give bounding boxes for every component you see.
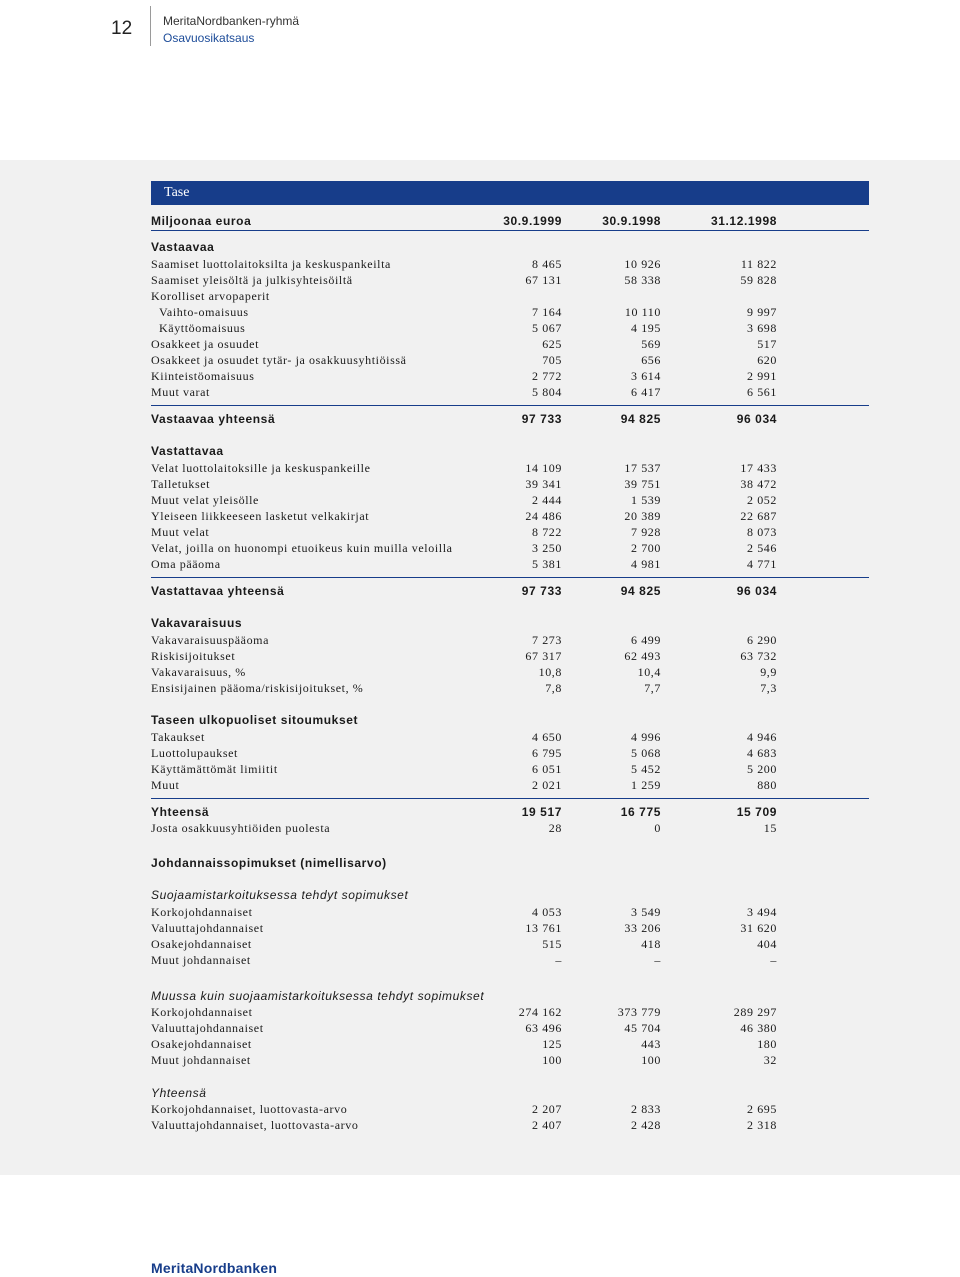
row-value-0: 67 131 (525, 273, 562, 287)
row-label: Vastattavaa (151, 444, 224, 458)
row-value-0: 8 465 (532, 257, 562, 271)
row-value-2: 7,3 (760, 681, 777, 695)
column-header-label: Miljoonaa euroa (151, 214, 252, 228)
row-value-2: 96 034 (736, 584, 777, 598)
row-value-1: 7,7 (644, 681, 661, 695)
company-name: MeritaNordbanken-ryhmä (163, 14, 300, 28)
table-row (151, 493, 777, 509)
row-value-1: – (654, 953, 661, 967)
row-label: Josta osakkuusyhtiöiden puolesta (151, 821, 331, 835)
row-label: Yhteensä (151, 1086, 207, 1100)
column-header-row (151, 214, 777, 230)
row-value-0: 39 341 (525, 477, 562, 491)
row-value-2: 38 472 (740, 477, 777, 491)
row-label: Valuuttajohdannaiset (151, 1021, 264, 1035)
row-value-1: 16 775 (620, 805, 661, 819)
table-row (151, 746, 777, 762)
row-value-1: 4 981 (631, 557, 661, 571)
row-value-1: 94 825 (620, 584, 661, 598)
row-label: Vakavaraisuus (151, 616, 243, 630)
row-value-2: 9,9 (760, 665, 777, 679)
table-row (151, 1102, 777, 1118)
row-label: Muut varat (151, 385, 210, 399)
row-value-1: 45 704 (624, 1021, 661, 1035)
row-value-2: 8 073 (747, 525, 777, 539)
row-value-0: 97 733 (521, 584, 562, 598)
row-label: Käyttöomaisuus (159, 321, 246, 335)
row-label: Muussa kuin suojaamistarkoituksessa tehdyt sopimukset (151, 989, 485, 1003)
table-row (151, 444, 777, 460)
row-value-2: 9 997 (747, 305, 777, 319)
row-value-2: 15 (763, 821, 777, 835)
row-label: Vakavaraisuus, % (151, 665, 246, 679)
section-name: Osavuosikatsaus (163, 31, 255, 45)
table-row (151, 305, 777, 321)
row-label: Takaukset (151, 730, 205, 744)
row-value-1: 33 206 (624, 921, 661, 935)
row-value-0: 515 (542, 937, 562, 951)
row-value-0: 8 722 (532, 525, 562, 539)
row-value-0: 100 (542, 1053, 562, 1067)
row-label: Vastattavaa yhteensä (151, 584, 285, 598)
row-label: Velat luottolaitoksille ja keskuspankeille (151, 461, 371, 475)
row-value-2: 4 683 (747, 746, 777, 760)
row-value-1: 2 833 (631, 1102, 661, 1116)
row-label: Osakkeet ja osuudet tytär- ja osakkuusyhtiöissä (151, 353, 407, 367)
table-row (151, 937, 777, 953)
row-value-0: 2 444 (532, 493, 562, 507)
page-header (0, 0, 960, 50)
row-label: Saamiset luottolaitoksilta ja keskuspankeilta (151, 257, 391, 271)
row-value-0: 125 (542, 1037, 562, 1051)
row-label: Talletukset (151, 477, 211, 491)
table-row (151, 240, 777, 256)
row-value-1: 94 825 (620, 412, 661, 426)
table-row (151, 1005, 777, 1021)
row-value-1: 569 (641, 337, 661, 351)
row-value-2: 11 822 (740, 257, 777, 271)
table-row (151, 730, 777, 746)
row-value-0: 2 207 (532, 1102, 562, 1116)
row-label: Yhteensä (151, 805, 210, 819)
row-value-1: 1 259 (631, 778, 661, 792)
table-title: Tase (164, 185, 190, 200)
row-value-1: 2 428 (631, 1118, 661, 1132)
row-label: Vastaavaa yhteensä (151, 412, 276, 426)
table-row (151, 584, 777, 600)
row-value-0: 7,8 (545, 681, 562, 695)
table-row (151, 1021, 777, 1037)
row-value-1: 5 452 (631, 762, 661, 776)
row-value-2: 4 946 (747, 730, 777, 744)
row-value-0: 5 067 (532, 321, 562, 335)
row-value-1: 2 700 (631, 541, 661, 555)
column-header-c0: 30.9.1999 (503, 214, 562, 228)
table-row (151, 665, 777, 681)
row-label: Osakejohdannaiset (151, 937, 252, 951)
section-rule (151, 798, 869, 799)
row-value-2: 404 (757, 937, 777, 951)
row-value-2: 4 771 (747, 557, 777, 571)
row-label: Oma pääoma (151, 557, 221, 571)
page-number: 12 (111, 18, 133, 39)
column-header-c2: 31.12.1998 (710, 214, 777, 228)
row-value-1: 58 338 (624, 273, 661, 287)
row-value-0: 67 317 (525, 649, 562, 663)
row-value-2: 3 698 (747, 321, 777, 335)
row-value-2: 620 (757, 353, 777, 367)
row-value-0: 5 381 (532, 557, 562, 571)
footer-logo: MeritaNordbanken (151, 1260, 278, 1276)
row-value-2: 180 (757, 1037, 777, 1051)
section-rule (151, 577, 869, 578)
row-value-2: 15 709 (736, 805, 777, 819)
row-label: Suojaamistarkoituksessa tehdyt sopimukset (151, 888, 409, 902)
row-value-0: 2 772 (532, 369, 562, 383)
table-row (151, 649, 777, 665)
row-value-1: 20 389 (624, 509, 661, 523)
row-label: Valuuttajohdannaiset (151, 921, 264, 935)
row-value-1: 100 (641, 1053, 661, 1067)
row-value-1: 4 195 (631, 321, 661, 335)
row-label: Ensisijainen pääoma/riskisijoitukset, % (151, 681, 364, 695)
row-value-1: 1 539 (631, 493, 661, 507)
row-label: Korkojohdannaiset (151, 905, 253, 919)
row-value-2: 22 687 (740, 509, 777, 523)
row-label: Korkojohdannaiset (151, 1005, 253, 1019)
row-value-0: 13 761 (525, 921, 562, 935)
table-row (151, 321, 777, 337)
row-value-0: 6 795 (532, 746, 562, 760)
row-value-2: 2 695 (747, 1102, 777, 1116)
row-value-2: 2 991 (747, 369, 777, 383)
row-value-0: 4 053 (532, 905, 562, 919)
row-value-1: 39 751 (624, 477, 661, 491)
row-value-0: 6 051 (532, 762, 562, 776)
table-row (151, 953, 777, 969)
table-row (151, 257, 777, 273)
column-header-c1: 30.9.1998 (602, 214, 661, 228)
section-rule (151, 405, 869, 406)
table-row (151, 888, 777, 904)
table-row (151, 1118, 777, 1134)
row-value-2: 2 546 (747, 541, 777, 555)
row-value-0: 2 407 (532, 1118, 562, 1132)
row-value-0: 10,8 (538, 665, 562, 679)
row-label: Muut velat (151, 525, 210, 539)
row-value-1: 4 996 (631, 730, 661, 744)
row-label: Vakavaraisuuspääoma (151, 633, 270, 647)
row-value-2: – (770, 953, 777, 967)
table-row (151, 905, 777, 921)
row-value-2: 3 494 (747, 905, 777, 919)
row-value-1: 6 499 (631, 633, 661, 647)
row-value-2: 17 433 (740, 461, 777, 475)
table-row (151, 805, 777, 821)
row-value-1: 10,4 (637, 665, 661, 679)
row-value-0: – (555, 953, 562, 967)
table-row (151, 337, 777, 353)
table-row (151, 1037, 777, 1053)
row-value-0: 274 162 (518, 1005, 562, 1019)
row-label: Velat, joilla on huonompi etuoikeus kuin muilla veloilla (151, 541, 453, 555)
table-row (151, 461, 777, 477)
row-value-0: 7 164 (532, 305, 562, 319)
table-row (151, 713, 777, 729)
row-value-1: 62 493 (624, 649, 661, 663)
table-row (151, 1053, 777, 1069)
table-row (151, 633, 777, 649)
row-value-2: 32 (763, 1053, 777, 1067)
row-value-2: 63 732 (740, 649, 777, 663)
row-value-0: 7 273 (532, 633, 562, 647)
table-row (151, 477, 777, 493)
row-value-1: 10 110 (624, 305, 661, 319)
row-label: Yleiseen liikkeeseen lasketut velkakirjat (151, 509, 370, 523)
row-value-0: 2 021 (532, 778, 562, 792)
row-label: Käyttämättömät limiitit (151, 762, 278, 776)
row-value-1: 373 779 (617, 1005, 661, 1019)
table-row (151, 989, 777, 1005)
table-row (151, 273, 777, 289)
table-row (151, 385, 777, 401)
table-row (151, 778, 777, 794)
row-value-2: 880 (757, 778, 777, 792)
row-value-0: 3 250 (532, 541, 562, 555)
row-label: Taseen ulkopuoliset sitoumukset (151, 713, 359, 727)
row-value-0: 705 (542, 353, 562, 367)
row-value-2: 46 380 (740, 1021, 777, 1035)
table-row (151, 921, 777, 937)
table-row (151, 412, 777, 428)
table-row (151, 557, 777, 573)
row-value-0: 4 650 (532, 730, 562, 744)
row-value-1: 10 926 (624, 257, 661, 271)
row-value-1: 656 (641, 353, 661, 367)
row-value-0: 5 804 (532, 385, 562, 399)
table-title-bar (151, 181, 869, 205)
row-value-2: 6 561 (747, 385, 777, 399)
row-value-1: 0 (654, 821, 661, 835)
row-value-1: 418 (641, 937, 661, 951)
row-value-1: 3 614 (631, 369, 661, 383)
row-value-2: 6 290 (747, 633, 777, 647)
row-label: Osakkeet ja osuudet (151, 337, 260, 351)
row-label: Vaihto-omaisuus (159, 305, 249, 319)
row-value-2: 2 052 (747, 493, 777, 507)
row-value-2: 31 620 (740, 921, 777, 935)
row-value-2: 289 297 (733, 1005, 777, 1019)
row-label: Johdannaissopimukset (nimellisarvo) (151, 856, 387, 870)
row-label: Vastaavaa (151, 240, 215, 254)
row-value-1: 3 549 (631, 905, 661, 919)
row-label: Luottolupaukset (151, 746, 238, 760)
table-row (151, 509, 777, 525)
row-value-1: 17 537 (624, 461, 661, 475)
row-value-2: 2 318 (747, 1118, 777, 1132)
row-value-1: 443 (641, 1037, 661, 1051)
row-value-0: 19 517 (521, 805, 562, 819)
table-row (151, 289, 777, 305)
row-label: Korkojohdannaiset, luottovasta-arvo (151, 1102, 348, 1116)
row-label: Kiinteistöomaisuus (151, 369, 255, 383)
row-label: Saamiset yleisöltä ja julkisyhteisöiltä (151, 273, 353, 287)
header-divider (150, 6, 151, 46)
row-label: Muut (151, 778, 180, 792)
row-value-0: 14 109 (525, 461, 562, 475)
header-rule (151, 230, 869, 231)
row-value-0: 28 (548, 821, 562, 835)
row-value-2: 5 200 (747, 762, 777, 776)
table-row (151, 821, 777, 837)
row-value-0: 97 733 (521, 412, 562, 426)
table-row (151, 525, 777, 541)
table-row (151, 541, 777, 557)
row-label: Korolliset arvopaperit (151, 289, 270, 303)
row-value-0: 24 486 (525, 509, 562, 523)
row-value-1: 5 068 (631, 746, 661, 760)
table-row (151, 1086, 777, 1102)
row-label: Valuuttajohdannaiset, luottovasta-arvo (151, 1118, 359, 1132)
row-value-2: 517 (757, 337, 777, 351)
table-row (151, 369, 777, 385)
row-value-2: 96 034 (736, 412, 777, 426)
table-row (151, 353, 777, 369)
row-label: Muut velat yleisölle (151, 493, 259, 507)
table-row (151, 616, 777, 632)
row-label: Osakejohdannaiset (151, 1037, 252, 1051)
table-row (151, 856, 777, 872)
row-value-0: 63 496 (525, 1021, 562, 1035)
table-row (151, 681, 777, 697)
row-label: Riskisijoitukset (151, 649, 236, 663)
row-value-1: 7 928 (631, 525, 661, 539)
row-label: Muut johdannaiset (151, 1053, 251, 1067)
row-value-2: 59 828 (740, 273, 777, 287)
row-value-1: 6 417 (631, 385, 661, 399)
row-label: Muut johdannaiset (151, 953, 251, 967)
table-row (151, 762, 777, 778)
row-value-0: 625 (542, 337, 562, 351)
